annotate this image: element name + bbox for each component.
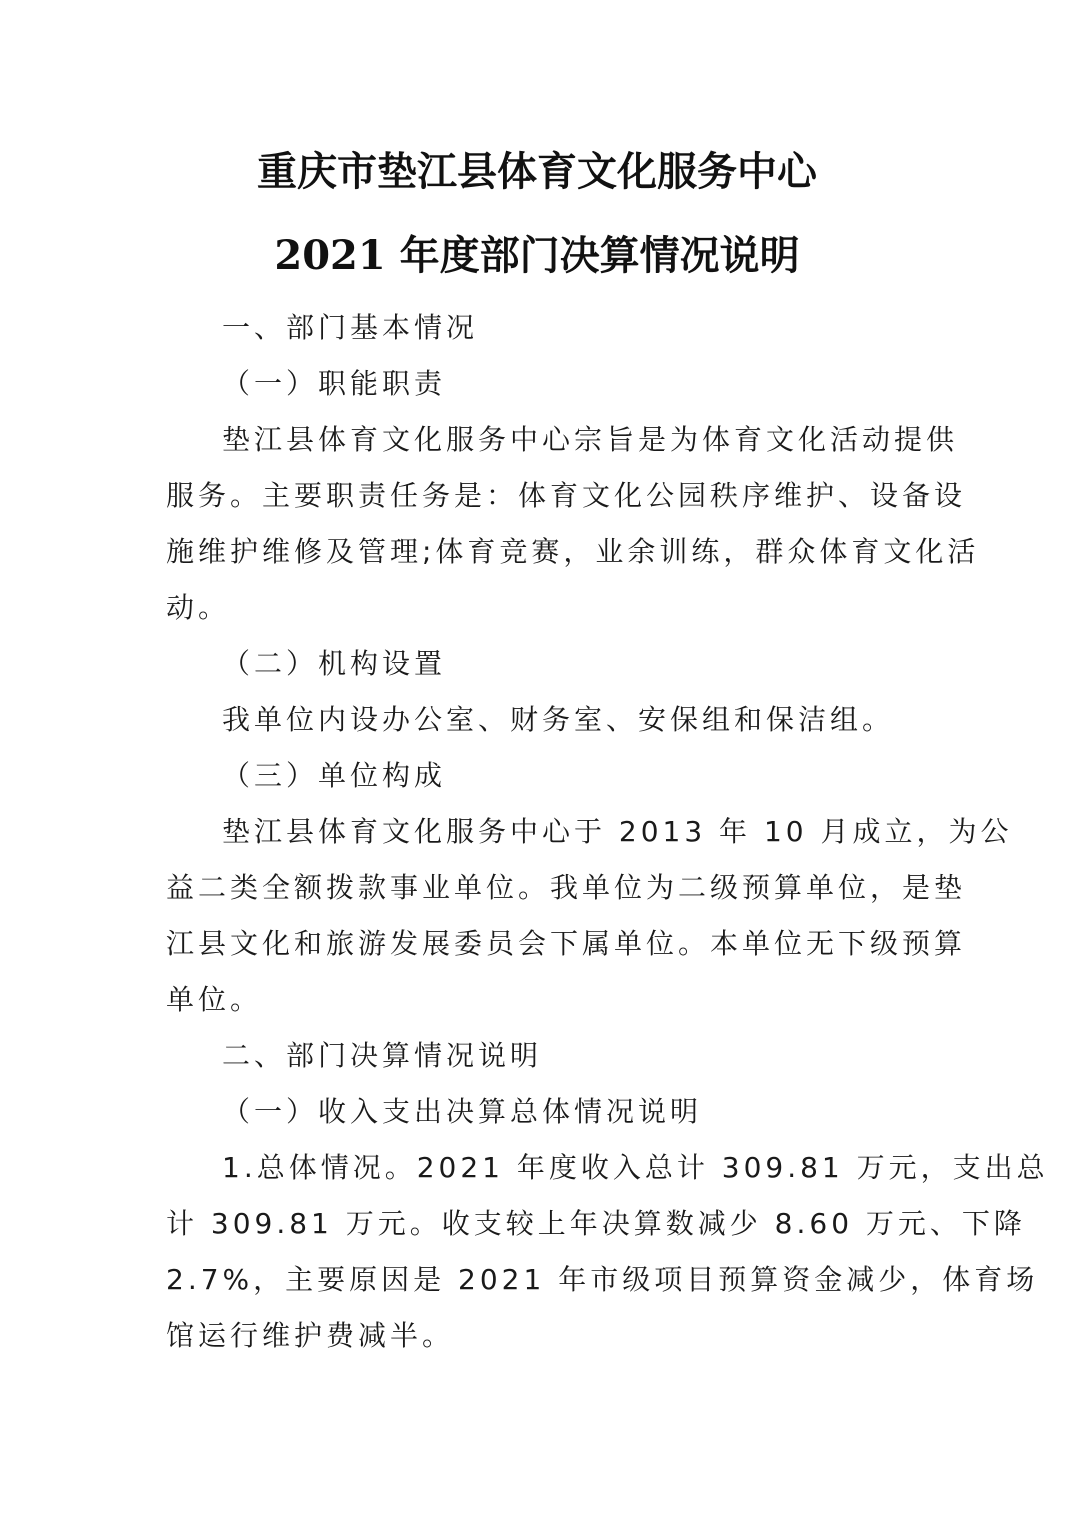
- paragraph-line: 益二类全额拨款事业单位。我单位为二级预算单位，是垫: [166, 871, 967, 904]
- paragraph-line: 施维护维修及管理;体育竞赛，业余训练，群众体育文化活: [166, 535, 980, 568]
- subsection-heading-structure: （二）机构设置: [222, 647, 447, 680]
- paragraph-line: 计 309.81 万元。收支较上年决算数减少 8.60 万元、下降: [166, 1207, 1026, 1240]
- subsection-heading-composition: （三）单位构成: [222, 759, 447, 792]
- document-title: 重庆市垫江县体育文化服务中心: [257, 148, 817, 195]
- section-heading-2: 二、部门决算情况说明: [222, 1039, 543, 1072]
- document-subtitle: 2021 年度部门决算情况说明: [274, 232, 800, 279]
- section-heading-1: 一、部门基本情况: [222, 311, 479, 344]
- paragraph-line: 垫江县体育文化服务中心于 2013 年 10 月成立，为公: [222, 815, 1013, 848]
- paragraph-line: 1.总体情况。2021 年度收入总计 309.81 万元，支出总: [222, 1151, 1049, 1184]
- subsection-heading-income-expense: （一）收入支出决算总体情况说明: [222, 1095, 703, 1128]
- paragraph-line: 单位。: [166, 983, 263, 1016]
- paragraph-line: 2.7%，主要原因是 2021 年市级项目预算资金减少，体育场: [166, 1263, 1039, 1296]
- paragraph-line: 服务。主要职责任务是：体育文化公园秩序维护、设备设: [166, 479, 967, 512]
- paragraph-line: 我单位内设办公室、财务室、安保组和保洁组。: [222, 703, 895, 736]
- paragraph-line: 动。: [166, 591, 231, 624]
- subsection-heading-duties: （一）职能职责: [222, 367, 447, 400]
- paragraph-line: 江县文化和旅游发展委员会下属单位。本单位无下级预算: [166, 927, 967, 960]
- paragraph-line: 馆运行维护费减半。: [166, 1319, 455, 1352]
- paragraph-line: 垫江县体育文化服务中心宗旨是为体育文化活动提供: [222, 423, 959, 456]
